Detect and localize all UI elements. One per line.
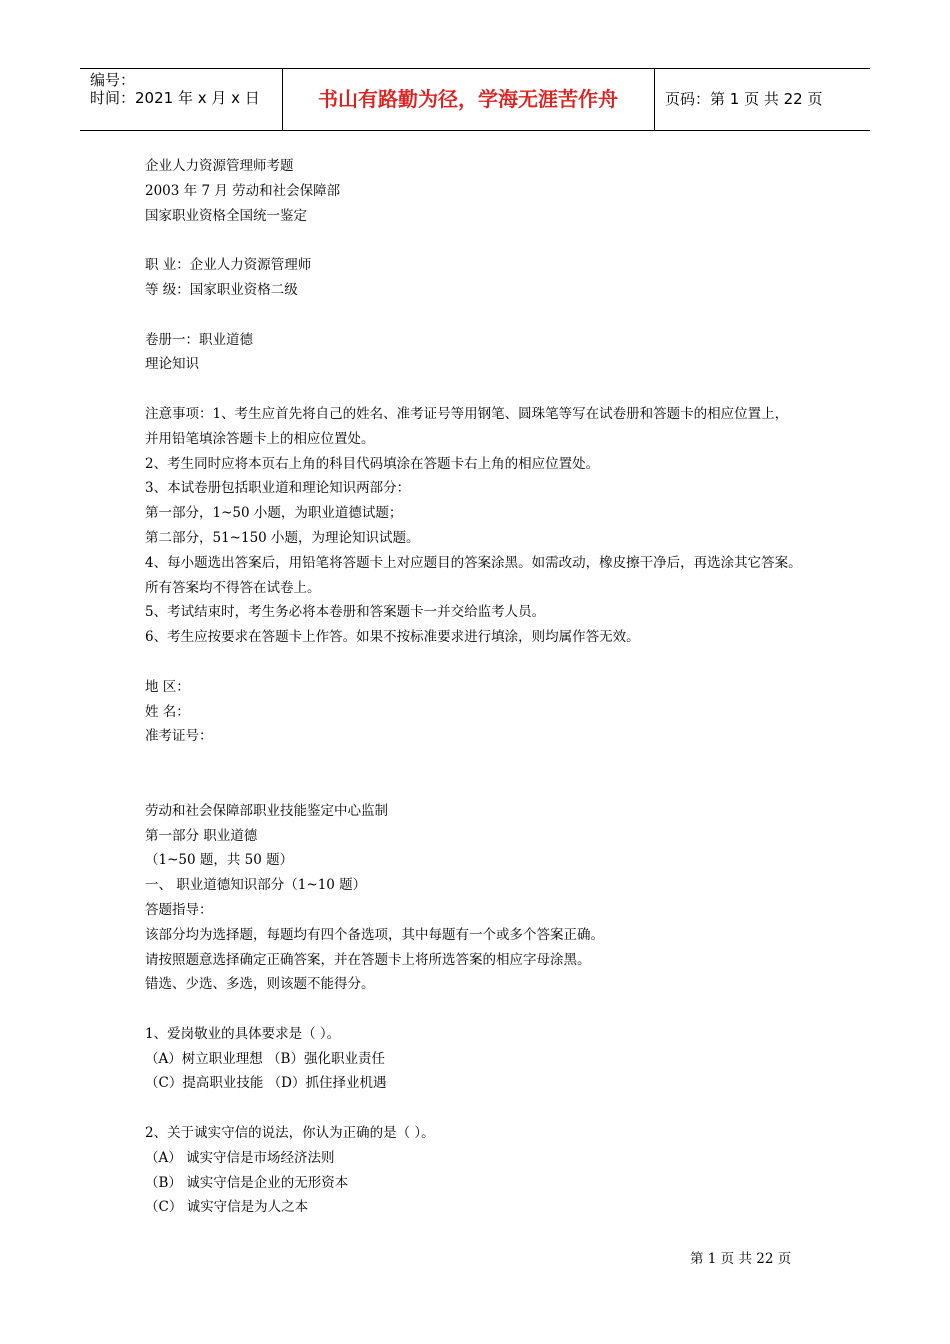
text-line: 该部分均为选择题，每题均有四个备选项，其中每题有一个或多个答案正确。 (145, 926, 604, 943)
text-line: 错选、少选、多选，则该题不能得分。 (145, 976, 375, 993)
date-line: 时间：2021 年 x 月 x 日 (90, 89, 260, 107)
header-motto: 书山有路勤为径，学海无涯苦作舟 (282, 69, 655, 130)
text-line: 等 级：国家职业资格二级 (145, 281, 298, 298)
text-line: 企业人力资源管理师考题 (145, 158, 294, 174)
paragraph-gap (145, 1096, 845, 1121)
text-line: 5、考试结束时，考生务必将本卷册和答案题卡一并交给监考人员。 (145, 604, 546, 621)
paragraph-gap (145, 749, 845, 774)
page-header (80, 68, 870, 131)
text-line: 3、本试卷册包括职业道和理论知识两部分： (145, 480, 411, 497)
text-line: （A） 诚实守信是市场经济法则 (145, 1149, 335, 1166)
text-line: （A）树立职业理想 （B）强化职业责任 (145, 1050, 385, 1067)
text-line: 第一部分 职业道德 (145, 827, 258, 844)
text-line: 地 区： (145, 678, 190, 695)
text-line: 职 业：企业人力资源管理师 (145, 257, 312, 274)
paragraph-gap (145, 228, 845, 253)
text-line: 第二部分，51~150 小题，为理论知识试题。 (145, 529, 420, 546)
paragraph-gap (145, 774, 845, 799)
text-line: 准考证号： (145, 728, 213, 745)
text-line: 并用铅笔填涂答题卡上的相应位置处。 (145, 430, 375, 447)
text-line: 6、考生应按要求在答题卡上作答。如果不按标准要求进行填涂，则均属作答无效。 (145, 629, 640, 646)
text-line: 4、每小题选出答案后，用铅笔将答题卡上对应题目的答案涂黑。如需改动，橡皮擦干净后，再选涂其它答案。 (145, 554, 802, 571)
text-line: 卷册一：职业道德 (145, 331, 253, 348)
paragraph-gap (145, 997, 845, 1022)
serial-number-label: 编号： (90, 71, 136, 89)
text-line: 一、 职业道德知识部分（1~10 题） (145, 877, 367, 894)
text-line: 姓 名： (145, 703, 190, 720)
paragraph-gap (145, 650, 845, 675)
text-line: （C） 诚实守信是为人之本 (145, 1199, 309, 1216)
text-line: 第一部分，1~50 小题，为职业道德试题； (145, 505, 403, 522)
text-line: 2003 年 7 月 劳动和社会保障部 (145, 182, 341, 199)
header-page-number: 页码：第 1 页 共 22 页 (665, 90, 823, 108)
text-line: 国家职业资格全国统一鉴定 (145, 207, 307, 224)
text-line: 2、关于诚实守信的说法，你认为正确的是（ ）。 (145, 1125, 435, 1142)
text-line: 2、考生同时应将本页右上角的科目代码填涂在答题卡右上角的相应位置处。 (145, 455, 600, 472)
paragraph-gap (145, 303, 845, 328)
text-line: 所有答案均不得答在试卷上。 (145, 579, 321, 596)
text-line: （B） 诚实守信是企业的无形资本 (145, 1174, 349, 1191)
document-body (145, 154, 845, 1220)
text-line: 注意事项：1、考生应首先将自己的姓名、准考证号等用钢笔、圆珠笔等写在试卷册和答题卡的相应位置上， (145, 405, 789, 422)
page-footer: 第 1 页 共 22 页 (690, 1251, 792, 1267)
text-line: 劳动和社会保障部职业技能鉴定中心监制 (145, 802, 388, 819)
paragraph-gap (145, 377, 845, 402)
text-line: 1、爱岗敬业的具体要求是（ ）。 (145, 1025, 341, 1042)
text-line: （C）提高职业技能 （D）抓住择业机遇 (145, 1075, 387, 1092)
text-line: 理论知识 (145, 356, 199, 373)
text-line: 请按照题意选择确定正确答案，并在答题卡上将所选答案的相应字母涂黑。 (145, 951, 591, 968)
text-line: 答题指导： (145, 901, 213, 918)
text-line: （1~50 题，共 50 题） (145, 852, 294, 869)
header-meta-cell (80, 69, 283, 130)
